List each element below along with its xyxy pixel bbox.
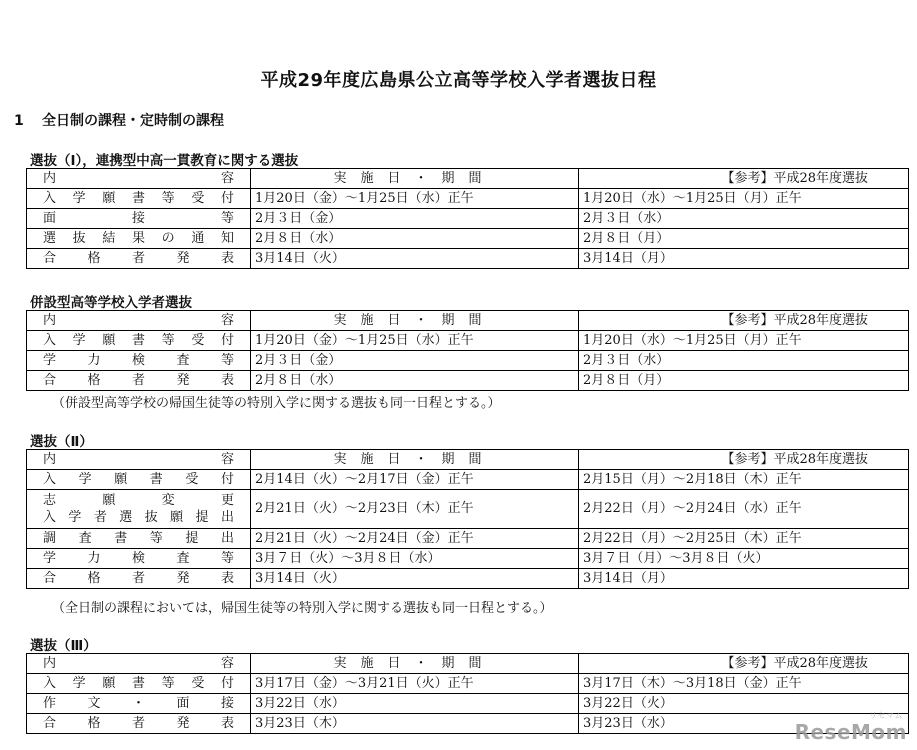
row-ref: 3月14日（月） [579, 569, 909, 589]
table-row [27, 351, 909, 371]
schedule-table-selection-3 [26, 653, 909, 734]
table-row [27, 569, 909, 589]
header-item: 内容 [27, 654, 251, 674]
table-row [27, 549, 909, 569]
row-ref: 1月20日（水）～1月25日（月）正午 [579, 331, 909, 351]
row-item: 入学願書受付 [27, 470, 251, 490]
header-ref: 【参考】平成28年度選抜 [579, 654, 909, 674]
row-item: 選抜結果の通知 [27, 229, 251, 249]
row-date: 2月21日（火）～2月23日（木）正午 [251, 490, 579, 529]
table-row [27, 529, 909, 549]
row-item: 作文・面接 [27, 694, 251, 714]
row-date: 2月21日（火）～2月24日（金）正午 [251, 529, 579, 549]
row-item-line-1: 志願変更 [43, 493, 234, 508]
row-date: 3月17日（金）～3月21日（火）正午 [251, 674, 579, 694]
row-date: 3月14日（火） [251, 249, 579, 269]
table-heading-selection-2: 選抜（Ⅱ） [30, 434, 93, 450]
row-item: 合格者発表 [27, 714, 251, 734]
table-row [27, 714, 909, 734]
schedule-table-combined-school [26, 310, 909, 391]
row-date: 3月23日（木） [251, 714, 579, 734]
row-item: 合格者発表 [27, 371, 251, 391]
header-date: 実施日・期間 [251, 654, 579, 674]
schedule-table-selection-2 [26, 449, 909, 589]
row-ref: 3月14日（月） [579, 249, 909, 269]
row-item: 入学願書等受付 [27, 331, 251, 351]
row-ref: 2月22日（月）～2月24日（水）正午 [579, 490, 909, 529]
header-ref: 【参考】平成28年度選抜 [579, 311, 909, 331]
row-item [27, 490, 251, 529]
table-row [27, 490, 909, 529]
header-date: 実施日・期間 [251, 450, 579, 470]
table-header-row [27, 654, 909, 674]
table-row [27, 209, 909, 229]
row-date: 2月３日（金） [251, 351, 579, 371]
resemom-logo [794, 711, 907, 744]
row-date: 2月８日（水） [251, 229, 579, 249]
table-note: （併設型高等学校の帰国生徒等の特別入学に関する選抜も同一日程とする。） [52, 396, 501, 411]
row-ref: 3月７日（月）～3月８日（火） [579, 549, 909, 569]
row-item: 面接等 [27, 209, 251, 229]
table-header-row [27, 169, 909, 189]
resemom-logo-text: ReseMom [794, 720, 907, 744]
header-date: 実施日・期間 [251, 311, 579, 331]
header-ref: 【参考】平成28年度選抜 [579, 169, 909, 189]
schedule-table-selection-1 [26, 168, 909, 269]
table-row [27, 189, 909, 209]
resemom-logo-small: リセマム [869, 711, 903, 720]
table-row [27, 249, 909, 269]
row-date: 1月20日（金）～1月25日（水）正午 [251, 189, 579, 209]
row-date: 3月14日（火） [251, 569, 579, 589]
row-date: 1月20日（金）～1月25日（水）正午 [251, 331, 579, 351]
row-ref: 2月15日（月）～2月18日（木）正午 [579, 470, 909, 490]
row-ref: 2月22日（月）～2月25日（木）正午 [579, 529, 909, 549]
section-label: 全日制の課程・定時制の課程 [42, 113, 224, 129]
row-item: 合格者発表 [27, 249, 251, 269]
table-heading-selection-3: 選抜（Ⅲ） [30, 638, 97, 654]
row-date: 3月22日（水） [251, 694, 579, 714]
row-ref: 2月８日（月） [579, 371, 909, 391]
row-item-line-2: 入学者選抜願提出 [43, 510, 234, 525]
row-item: 入学願書等受付 [27, 674, 251, 694]
table-heading-selection-1: 選抜（Ⅰ），連携型中高一貫教育に関する選抜 [30, 153, 299, 169]
row-date: 2月14日（火）～2月17日（金）正午 [251, 470, 579, 490]
row-date: 2月８日（水） [251, 371, 579, 391]
row-item: 入学願書等受付 [27, 189, 251, 209]
row-item: 学力検査等 [27, 549, 251, 569]
table-row [27, 229, 909, 249]
header-item: 内容 [27, 169, 251, 189]
row-date: 2月３日（金） [251, 209, 579, 229]
row-item: 調査書等提出 [27, 529, 251, 549]
section-number: 1 [14, 113, 24, 129]
row-date: 3月７日（火）～3月８日（水） [251, 549, 579, 569]
table-row [27, 674, 909, 694]
row-ref: 2月８日（月） [579, 229, 909, 249]
table-header-row [27, 450, 909, 470]
page-title: 平成29年度広島県公立高等学校入学者選抜日程 [260, 70, 657, 91]
row-ref: 1月20日（水）～1月25日（月）正午 [579, 189, 909, 209]
table-row [27, 470, 909, 490]
row-item: 合格者発表 [27, 569, 251, 589]
table-heading-combined-school: 併設型高等学校入学者選抜 [30, 295, 192, 311]
header-item: 内容 [27, 311, 251, 331]
section-heading [14, 110, 224, 130]
row-ref: 2月３日（水） [579, 209, 909, 229]
table-row [27, 331, 909, 351]
table-header-row [27, 311, 909, 331]
table-row [27, 694, 909, 714]
row-ref: 3月23日（水） [579, 714, 909, 734]
table-note: （全日制の課程においては，帰国生徒等の特別入学に関する選抜も同一日程とする。） [52, 601, 553, 616]
row-ref: 2月３日（水） [579, 351, 909, 371]
header-date: 実施日・期間 [251, 169, 579, 189]
row-ref: 3月22日（火） [579, 694, 909, 714]
table-row [27, 371, 909, 391]
header-item: 内容 [27, 450, 251, 470]
row-ref: 3月17日（木）～3月18日（金）正午 [579, 674, 909, 694]
header-ref: 【参考】平成28年度選抜 [579, 450, 909, 470]
row-item: 学力検査等 [27, 351, 251, 371]
